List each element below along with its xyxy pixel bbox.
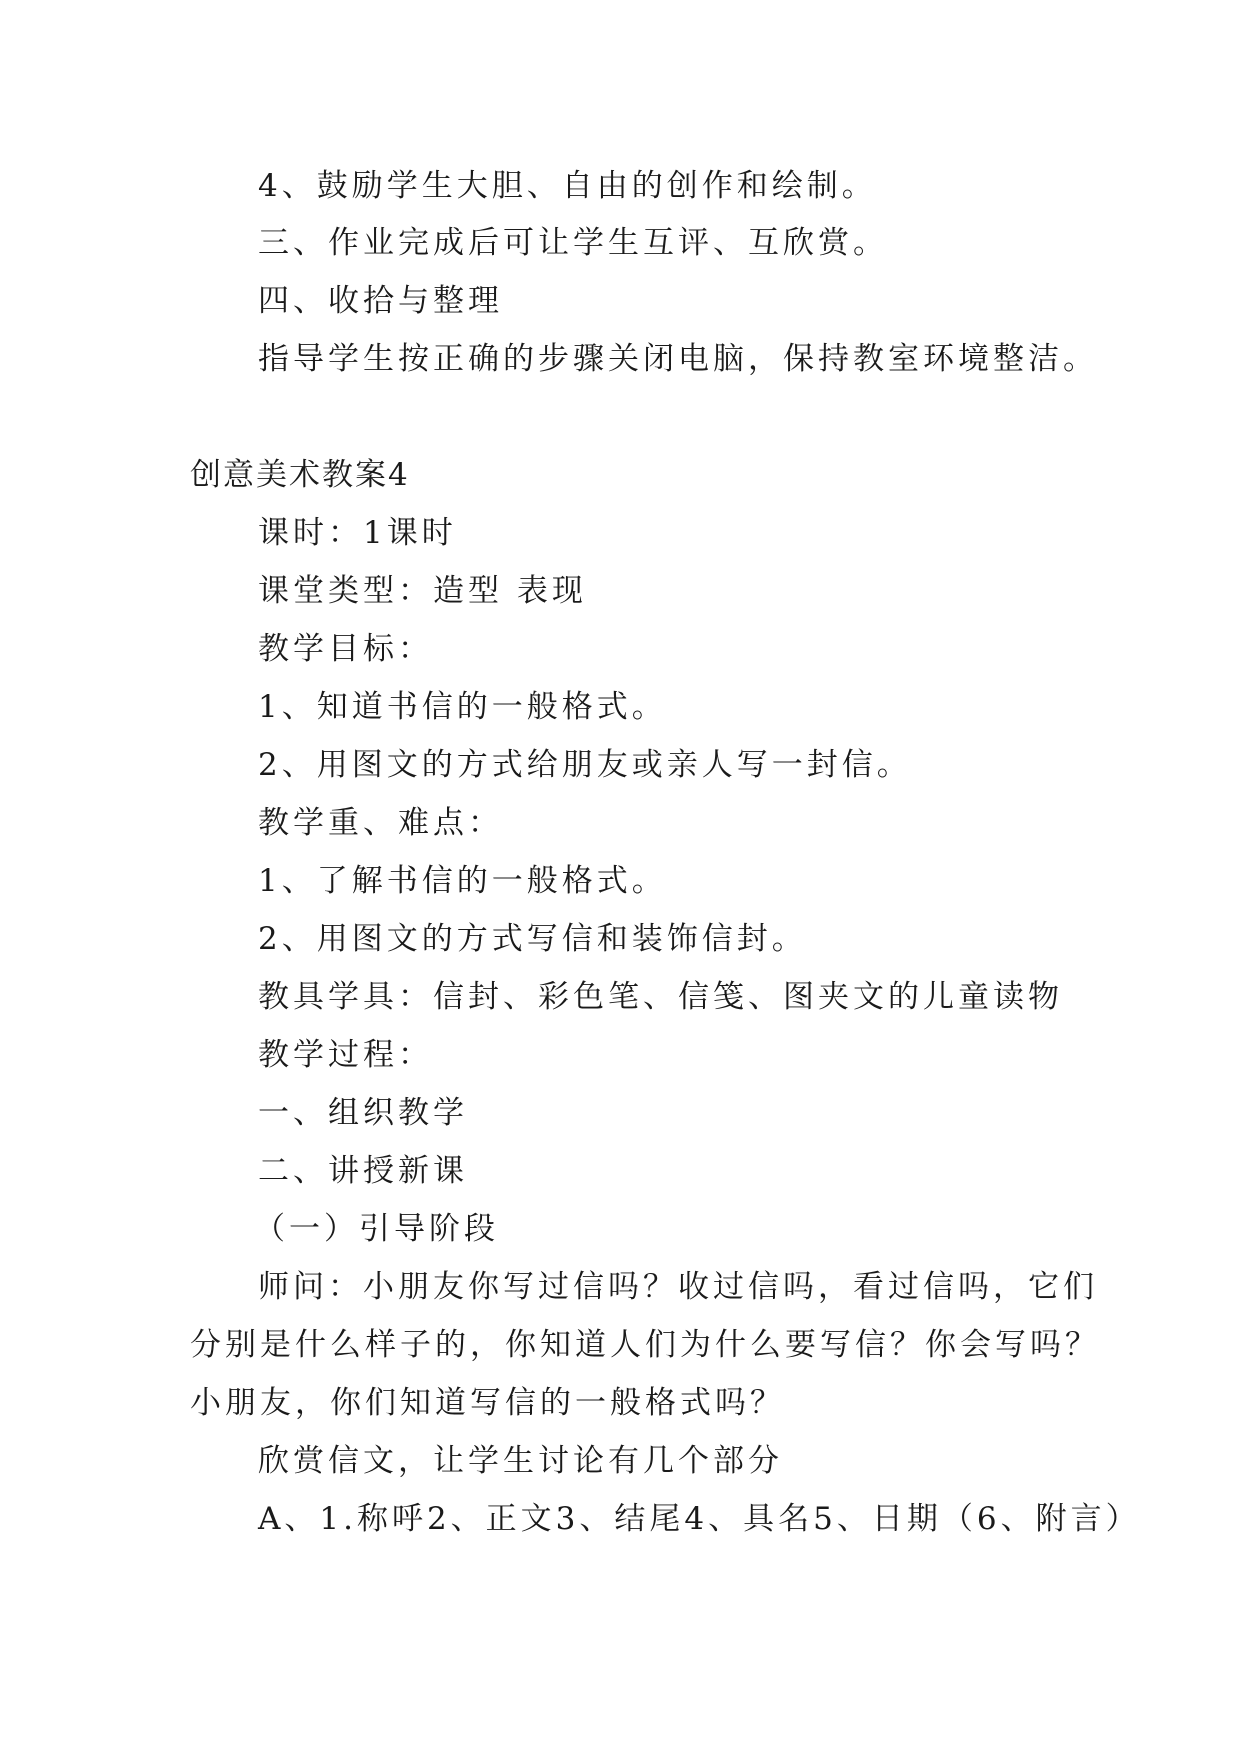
paragraph-line: 分别是什么样子的，你知道人们为什么要写信？你会写吗？ [190, 1327, 1100, 1363]
list-item: 4、鼓励学生大胆、自由的创作和绘制。 [258, 168, 877, 204]
process-heading: 教学过程： [258, 1037, 433, 1073]
key-points-heading: 教学重、难点： [258, 805, 503, 841]
subsection-heading: （一）引导阶段 [254, 1211, 499, 1247]
list-item: 2、用图文的方式给朋友或亲人写一封信。 [258, 747, 912, 783]
list-item: 一、组织教学 [258, 1095, 468, 1131]
materials-line: 教具学具：信封、彩色笔、信笺、图夹文的儿童读物 [258, 979, 1063, 1015]
paragraph-line: 师问：小朋友你写过信吗？收过信吗，看过信吗，它们 [258, 1269, 1098, 1305]
list-item: 二、讲授新课 [258, 1153, 468, 1189]
objectives-heading: 教学目标： [258, 631, 433, 667]
list-item: 2、用图文的方式写信和装饰信封。 [258, 921, 807, 957]
paragraph: 欣赏信文，让学生讨论有几个部分 [258, 1443, 783, 1479]
lesson-type: 课堂类型：造型 表现 [258, 573, 587, 609]
list-item: 1、知道书信的一般格式。 [258, 689, 667, 725]
paragraph: A、1.称呼2、正文3、结尾4、具名5、日期（6、附言） [258, 1501, 1141, 1537]
list-item: 三、作业完成后可让学生互评、互欣赏。 [258, 225, 888, 261]
paragraph-line: 小朋友，你们知道写信的一般格式吗？ [190, 1385, 785, 1421]
paragraph: 指导学生按正确的步骤关闭电脑，保持教室环境整洁。 [258, 341, 1098, 377]
lesson-hours: 课时：1课时 [258, 515, 457, 551]
list-item: 1、了解书信的一般格式。 [258, 863, 667, 899]
list-item: 四、收拾与整理 [258, 283, 503, 319]
section-title: 创意美术教案4 [190, 457, 410, 493]
